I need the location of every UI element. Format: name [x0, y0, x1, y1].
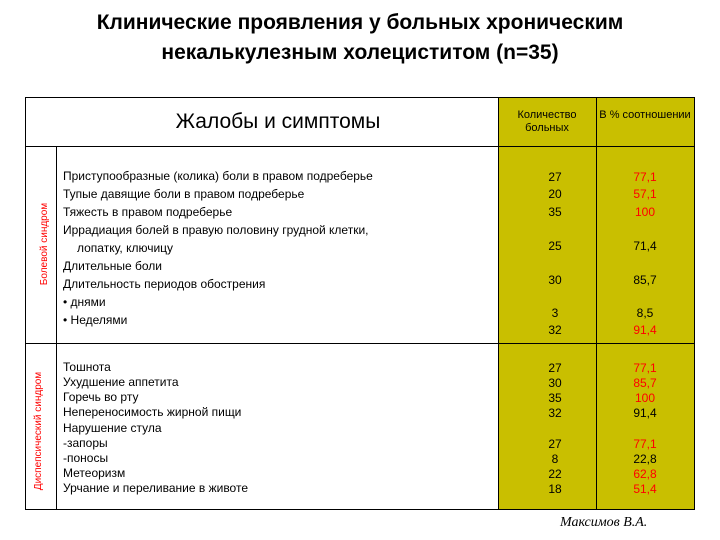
- header-divider: [25, 146, 695, 147]
- count-value: 35: [548, 205, 562, 219]
- list-item: Тошнота: [63, 360, 111, 374]
- list-item: • днями: [63, 295, 106, 309]
- percent-value: 85,7: [633, 273, 657, 287]
- page-title: [0, 8, 720, 68]
- list-item: Тяжесть в правом подреберье: [63, 205, 233, 219]
- table-right-border: [694, 97, 695, 510]
- percent-column-divider: [596, 97, 597, 510]
- count-value: 3: [551, 306, 559, 320]
- list-item: Тупые давящие боли в правом подреберье: [63, 187, 305, 201]
- title-line-1: Клинические проявления у больных хроническим: [96, 11, 624, 34]
- count-value: 32: [548, 323, 562, 337]
- count-value: 32: [548, 406, 562, 420]
- count-value: 20: [548, 187, 562, 201]
- count-value: 27: [548, 170, 562, 184]
- title-line-2: некалькулезным холециститом (n=35): [161, 41, 559, 64]
- percent-header: В % соотношении: [599, 109, 691, 121]
- list-item: Длительность периодов обострения: [63, 277, 266, 291]
- list-item: Длительные боли: [63, 259, 162, 273]
- list-item: Приступообразные (колика) боли в правом подреберье: [63, 169, 373, 183]
- list-item: • Неделями: [63, 313, 128, 327]
- list-item: Горечь во рту: [63, 390, 139, 404]
- percent-value: 57,1: [633, 187, 657, 201]
- count-value: 27: [548, 361, 562, 375]
- pain-syndrome-label: Болевой синдром: [39, 202, 50, 286]
- section-divider: [25, 343, 695, 344]
- percent-value: 62,8: [633, 467, 657, 481]
- percent-value: 22,8: [633, 452, 657, 466]
- percent-value: 100: [634, 205, 656, 219]
- author-signature: Максимов В.А.: [560, 515, 648, 530]
- list-item: -поносы: [63, 451, 109, 465]
- list-item: лопатку, ключицу: [77, 241, 174, 255]
- count-value: 35: [548, 391, 562, 405]
- count-value: 27: [548, 437, 562, 451]
- list-item: Непереносимость жирной пищи: [63, 405, 242, 419]
- percent-value: 85,7: [633, 376, 657, 390]
- list-item: -запоры: [63, 436, 108, 450]
- dyspeptic-syndrome-text: Диспепсический синдром: [33, 371, 44, 491]
- count-value: 30: [548, 376, 562, 390]
- table-left-border: [25, 97, 26, 510]
- count-header: Количество больных: [517, 109, 577, 134]
- percent-value: 91,4: [633, 323, 657, 337]
- complaints-header: Жалобы и симптомы: [175, 110, 381, 133]
- list-item: Нарушение стула: [63, 421, 162, 435]
- percent-value: 100: [634, 391, 656, 405]
- percent-value: 51,4: [633, 482, 657, 496]
- list-item: Ухудшение аппетита: [63, 375, 179, 389]
- percent-value: 8,5: [636, 306, 654, 320]
- count-value: 30: [548, 273, 562, 287]
- dyspeptic-syndrome-label: [33, 351, 57, 511]
- count-value: 22: [548, 467, 562, 481]
- list-item: Метеоризм: [63, 466, 126, 480]
- list-item: Урчание и переливание в животе: [63, 481, 248, 495]
- table-bottom-border: [25, 509, 695, 510]
- table-top-border: [25, 97, 695, 98]
- count-column-divider: [498, 97, 499, 510]
- percent-value: 77,1: [633, 170, 657, 184]
- count-value: 18: [548, 482, 562, 496]
- percent-value: 77,1: [633, 361, 657, 375]
- count-value: 25: [548, 239, 562, 253]
- percent-value: 71,4: [633, 239, 657, 253]
- list-item: Иррадиация болей в правую половину грудной клетки,: [63, 223, 369, 237]
- percent-value: 77,1: [633, 437, 657, 451]
- percent-value: 91,4: [633, 406, 657, 420]
- count-value: 8: [551, 452, 559, 466]
